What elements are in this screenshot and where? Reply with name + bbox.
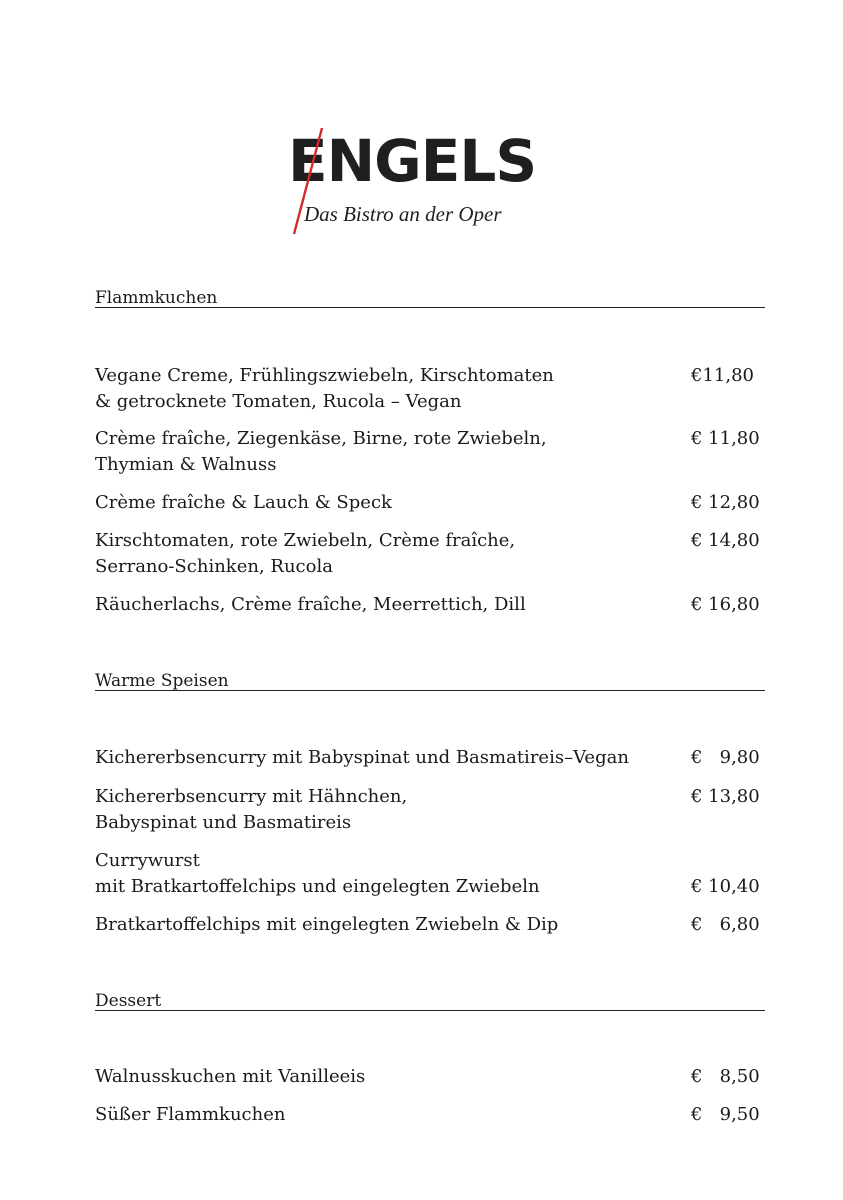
menu-item-name: Crème fraîche, Ziegenkäse, Birne, rote Zwiebeln, Thymian & Walnuss (95, 428, 547, 475)
menu-item-name: Süßer Flammkuchen (95, 1104, 286, 1125)
menu-item-price: €11,80 (691, 365, 754, 386)
menu-item-price: € 9,50 (691, 1104, 760, 1125)
menu-item-name: Crème fraîche & Lauch & Speck (95, 492, 392, 513)
logo-tagline: Das Bistro an der Oper (304, 202, 502, 226)
menu-item-price: € 13,80 (691, 786, 760, 807)
section-rule (95, 690, 765, 691)
menu-item-price: € 9,80 (691, 747, 760, 768)
menu-item-name: Walnusskuchen mit Vanilleeis (95, 1066, 366, 1087)
menu-item-price: € 11,80 (691, 428, 760, 449)
bistro-logo (288, 128, 568, 238)
menu-item-price: € 8,50 (691, 1066, 760, 1087)
menu-item-name: Räucherlachs, Crème fraîche, Meerrettich, Dill (95, 594, 526, 615)
section-title-warme-speisen: Warme Speisen (95, 671, 229, 691)
menu-item-name: Kirschtomaten, rote Zwiebeln, Crème fraîche, Serrano-Schinken, Rucola (95, 530, 516, 577)
menu-item-price: € 16,80 (691, 594, 760, 615)
menu-item-name: Kichererbsencurry mit Babyspinat und Basmatireis–Vegan (95, 747, 629, 768)
menu-item-price: € 12,80 (691, 492, 760, 513)
menu-item-name: Vegane Creme, Frühlingszwiebeln, Kirschtomaten & getrocknete Tomaten, Rucola – Vegan (95, 365, 554, 412)
logo-slash-icon (288, 128, 348, 238)
section-title-flammkuchen: Flammkuchen (95, 288, 218, 308)
logo-letters-rest: NGELS (326, 127, 537, 195)
logo-letter-e: E (288, 127, 327, 195)
menu-item-price: € 6,80 (691, 914, 760, 935)
menu-item-name: Currywurst mit Bratkartoffelchips und eingelegten Zwiebeln (95, 850, 540, 897)
section-title-dessert: Dessert (95, 991, 162, 1011)
section-rule (95, 1010, 765, 1011)
menu-item-price: € 10,40 (691, 876, 760, 897)
menu-item-name: Kichererbsencurry mit Hähnchen, Babyspinat und Basmatireis (95, 786, 408, 833)
menu-item-name: Bratkartoffelchips mit eingelegten Zwiebeln & Dip (95, 914, 559, 935)
menu-item-price: € 14,80 (691, 530, 760, 551)
section-rule (95, 307, 765, 308)
